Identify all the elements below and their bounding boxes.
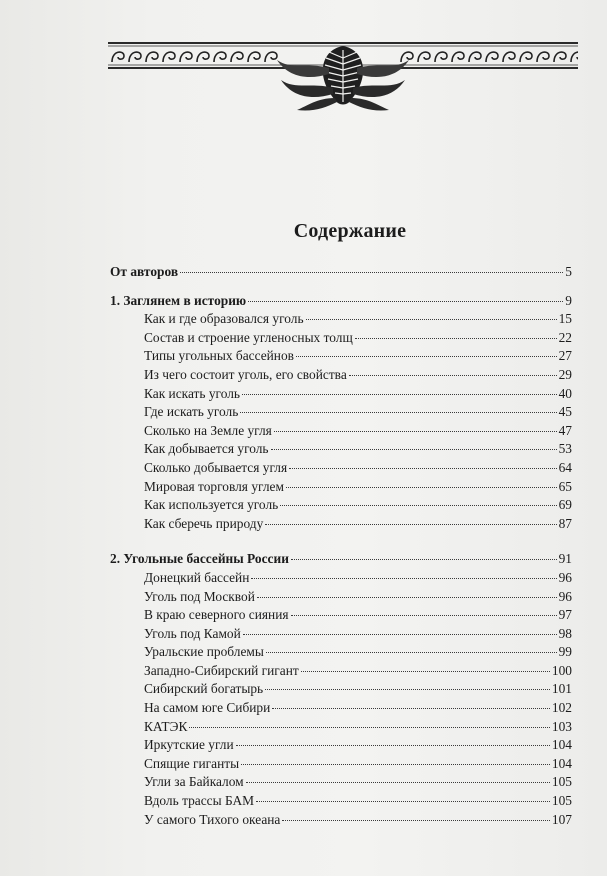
dot-leader xyxy=(265,524,556,525)
toc-entry[interactable] xyxy=(110,386,572,405)
toc-entry-label: Угли за Байкалом xyxy=(144,774,244,790)
table-of-contents xyxy=(110,264,572,830)
toc-page-number: 29 xyxy=(558,366,572,382)
toc-page-number: 103 xyxy=(551,718,572,734)
toc-entry-label: 1. Заглянем в историю xyxy=(110,292,247,308)
dot-leader xyxy=(296,356,557,357)
toc-page-number: 45 xyxy=(558,404,572,420)
toc-entry[interactable] xyxy=(110,570,572,589)
dot-leader xyxy=(280,505,556,506)
toc-chapter[interactable] xyxy=(110,293,572,312)
toc-entry-label: 2. Угольные бассейны России xyxy=(110,551,289,567)
toc-entry-label: Уголь под Камой xyxy=(144,625,241,641)
toc-entry-label: Иркутские угли xyxy=(144,737,234,753)
toc-page-number: 97 xyxy=(558,607,572,623)
toc-page-number: 87 xyxy=(558,515,572,531)
toc-entry-label: Как и где образовался уголь xyxy=(144,311,304,327)
toc-page-number: 47 xyxy=(558,422,572,438)
toc-page-number: 91 xyxy=(558,551,572,567)
toc-page-number: 69 xyxy=(558,497,572,513)
dot-leader xyxy=(251,578,556,579)
toc-page-number: 22 xyxy=(558,329,572,345)
dot-leader xyxy=(240,412,556,413)
toc-entry[interactable] xyxy=(110,644,572,663)
toc-page-number: 104 xyxy=(551,755,572,771)
toc-entry[interactable] xyxy=(110,681,572,700)
toc-entry-label: Состав и строение угленосных толщ xyxy=(144,329,353,345)
toc-entry-label: Из чего состоит уголь, его свойства xyxy=(144,366,347,382)
dot-leader xyxy=(246,782,550,783)
dot-leader xyxy=(349,375,557,376)
dot-leader xyxy=(282,820,550,821)
toc-page-number: 107 xyxy=(551,811,572,827)
floral-ornament xyxy=(108,40,578,112)
toc-entry[interactable] xyxy=(110,516,572,535)
toc-entry[interactable] xyxy=(110,311,572,330)
toc-entry-label: Сколько на Земле угля xyxy=(144,422,272,438)
toc-entry-label: Как искать уголь xyxy=(144,385,241,401)
toc-page-number: 9 xyxy=(565,292,572,308)
toc-entry[interactable] xyxy=(110,607,572,626)
toc-entry[interactable] xyxy=(110,330,572,349)
dot-leader xyxy=(256,801,550,802)
dot-leader xyxy=(243,634,557,635)
toc-entry-label: У самого Тихого океана xyxy=(144,811,281,827)
toc-page-number: 100 xyxy=(551,662,572,678)
toc-entry-label: Вдоль трассы БАМ xyxy=(144,793,255,809)
toc-entry[interactable] xyxy=(110,774,572,793)
toc-chapter[interactable] xyxy=(110,264,572,283)
toc-entry-label: Донецкий бассейн xyxy=(144,569,250,585)
toc-entry[interactable] xyxy=(110,756,572,775)
dot-leader xyxy=(274,431,557,432)
toc-entry[interactable] xyxy=(110,441,572,460)
dot-leader xyxy=(306,319,557,320)
toc-entry[interactable] xyxy=(110,367,572,386)
toc-page-number: 105 xyxy=(551,774,572,790)
dot-leader xyxy=(301,671,550,672)
toc-page-number: 65 xyxy=(558,478,572,494)
toc-entry-label: Спящие гиганты xyxy=(144,755,240,771)
dot-leader xyxy=(257,597,557,598)
dot-leader xyxy=(189,727,550,728)
toc-entry-label: Как используется уголь xyxy=(144,497,279,513)
toc-page-number: 53 xyxy=(558,441,572,457)
toc-page-number: 40 xyxy=(558,385,572,401)
dot-leader xyxy=(180,272,563,273)
toc-entry[interactable] xyxy=(110,423,572,442)
toc-entry-label: На самом юге Сибири xyxy=(144,700,271,716)
dot-leader xyxy=(271,449,557,450)
toc-entry-label: Западно-Сибирский гигант xyxy=(144,662,299,678)
toc-entry[interactable] xyxy=(110,460,572,479)
toc-entry-label: В краю северного сияния xyxy=(144,607,289,623)
toc-entry-label: Мировая торговля углем xyxy=(144,478,284,494)
toc-page-number: 27 xyxy=(558,348,572,364)
dot-leader xyxy=(266,652,557,653)
toc-entry[interactable] xyxy=(110,348,572,367)
toc-entry[interactable] xyxy=(110,719,572,738)
toc-page-number: 105 xyxy=(551,793,572,809)
toc-page-number: 101 xyxy=(551,681,572,697)
toc-entry[interactable] xyxy=(110,793,572,812)
toc-page-number: 98 xyxy=(558,625,572,641)
dot-leader xyxy=(286,487,557,488)
toc-entry-label: От авторов xyxy=(110,264,179,279)
toc-page-number: 5 xyxy=(565,264,572,279)
toc-entry[interactable] xyxy=(110,700,572,719)
toc-page-number: 102 xyxy=(551,700,572,716)
toc-page-number: 96 xyxy=(558,588,572,604)
dot-leader xyxy=(355,338,557,339)
toc-page-number: 104 xyxy=(551,737,572,753)
toc-entry[interactable] xyxy=(110,589,572,608)
dot-leader xyxy=(241,764,550,765)
toc-entry-label: Сибирский богатырь xyxy=(144,681,264,697)
toc-entry-label: Типы угольных бассейнов xyxy=(144,348,294,364)
toc-entry-label: Как добывается уголь xyxy=(144,441,269,457)
toc-chapter[interactable] xyxy=(110,551,572,570)
dot-leader xyxy=(242,394,557,395)
toc-entry-label: КАТЭК xyxy=(144,718,188,734)
toc-page-number: 99 xyxy=(558,644,572,660)
toc-entry[interactable] xyxy=(110,626,572,645)
toc-page-number: 15 xyxy=(558,311,572,327)
dot-leader xyxy=(291,559,557,560)
toc-entry-label: Уголь под Москвой xyxy=(144,588,255,604)
toc-page-number: 64 xyxy=(558,459,572,475)
toc-entry[interactable] xyxy=(110,737,572,756)
dot-leader xyxy=(272,708,550,709)
dot-leader xyxy=(289,468,557,469)
toc-entry-label: Где искать уголь xyxy=(144,404,239,420)
toc-entry-label: Уральские проблемы xyxy=(144,644,264,660)
toc-entry-label: Как сберечь природу xyxy=(144,515,264,531)
toc-page-number: 96 xyxy=(558,569,572,585)
page-title: Содержание xyxy=(293,220,407,242)
dot-leader xyxy=(236,745,550,746)
toc-entry[interactable] xyxy=(110,663,572,682)
dot-leader xyxy=(265,689,550,690)
toc-entry[interactable] xyxy=(110,812,572,831)
dot-leader xyxy=(291,615,557,616)
dot-leader xyxy=(248,301,563,302)
toc-entry-label: Сколько добывается угля xyxy=(144,459,288,475)
toc-entry[interactable] xyxy=(110,479,572,498)
toc-entry[interactable] xyxy=(110,404,572,423)
toc-entry[interactable] xyxy=(110,497,572,516)
